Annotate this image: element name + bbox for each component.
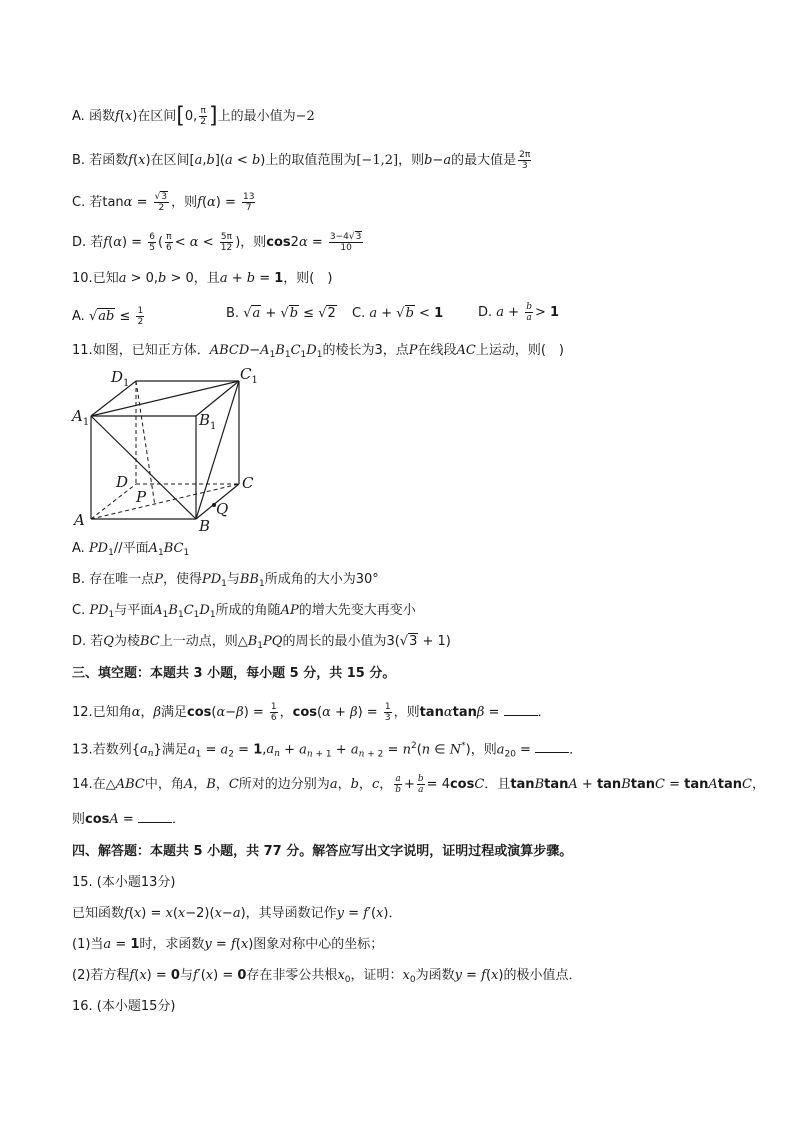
q9-option-d: D. 若f(α) = $\frac{6}{5}$ ( $\frac{\pi}{6}$ < α < $\frac{5\pi}{12}$ )，则cos2α = $\frac{3-4√3}{10}$	[72, 232, 362, 253]
q9-option-c: C. 若tanα = $\frac{√3}{2}$ ，则f(α) = $\frac{13}{7}$	[72, 192, 255, 213]
section-4-title: 四、解答题：本题共 5 小题，共 77 分。解答应写出文字说明，证明过程或演算步骤。	[72, 844, 573, 859]
q9-option-a: A. 函数f(x)在区间[0, $\frac{\pi}{2}$ ]上的最小值为−2	[72, 103, 315, 129]
label-c1: $C_1$	[240, 366, 258, 386]
q14-answer-blank	[138, 810, 172, 823]
q12: 12.已知角α，β满足cos(α−β) = $\frac{1}{6}$ ，cos(α + β) = $\frac{1}{3}$ ，则tanαtanβ = ．	[72, 702, 551, 723]
q15-part1: (1)当a = 1时，求函数y = f(x)图象对称中心的坐标；	[72, 937, 384, 952]
label-a: A	[74, 511, 85, 529]
q15-stem: 已知函数f(x) = x(x−2)(x−a)，其导函数记作y = f′(x)．	[72, 906, 402, 921]
q9-option-b: B. 若函数f(x)在区间[a,b](a < b)上的取值范围为[−1,2]，则b−a的最大值是 $\frac{2\pi}{3}$	[72, 150, 531, 171]
q15-part2: (2)若方程f(x) = 0与f′(x) = 0存在非零公共根$x_0$，证明：$x_0$为函数y = f(x)的极小值点．	[72, 968, 582, 985]
q11-stem: 11.如图，已知正方体．$ABCD-A_1B_1C_1D_1$的棱长为3，点P在线段AC上运动，则( )	[72, 343, 564, 360]
diag-c1b	[196, 381, 239, 519]
q14: 14.在△ABC中，角A，B，C所对的边分别为a，b，c， $\frac{a}{b}$ + $\frac{b}{a}$ = 4cosC．且tanBtanA + tanBtanC = tanAtanC，	[72, 774, 765, 795]
q12-answer-blank	[504, 703, 538, 716]
label-a1: $A_1$	[72, 407, 90, 428]
q13-answer-blank	[535, 740, 569, 753]
label-p: P	[136, 488, 147, 506]
label-d: D	[116, 473, 129, 491]
label-b1: $B_1$	[199, 411, 217, 432]
label-c: C	[242, 474, 254, 492]
label-d1: $D_1$	[111, 368, 130, 389]
q11-option-b: B. 存在唯一点P，使得$PD_1$与$BB_1$所成角的大小为30°	[72, 572, 379, 589]
q13: 13.若数列$\{a_n\}$满足$a_1 = a_2 = 1,a_n + a_{n + 1} + a_{n + 2} = n^2(n$ ∈ N*)，则$a_{20}$ = ．	[72, 741, 583, 760]
q11-option-a: A. $PD_1//$平面$A_1BC_1$	[72, 541, 190, 558]
label-b: B	[199, 517, 211, 535]
q11-option-c: C. $PD_1$与平面$A_1B_1C_1D_1$所成的角随AP的增大先变大再变小	[72, 603, 416, 620]
q10-stem: 10.已知a > 0,b > 0，且a + b = 1，则( )	[72, 271, 333, 286]
q15-header: 15. (本小题13分)	[72, 875, 176, 890]
q10-option-b: B. √a + √b ≤ √2	[226, 306, 336, 321]
label-q: Q	[216, 500, 229, 518]
q14-line2: 则cosA = ．	[72, 812, 185, 827]
q10-option-a: A. √ab ≤ $\frac{1}{2}$	[72, 306, 144, 327]
section-3-title: 三、填空题：本题共 3 小题，每小题 5 分，共 15 分。	[72, 666, 396, 681]
q16-header: 16. (本小题15分)	[72, 999, 176, 1014]
q10-option-d: D. a + $\frac{b}{a}$ > 1	[478, 302, 560, 323]
cube-figure	[66, 366, 266, 536]
q11-option-d: D. 若Q为棱BC上一动点，则$\triangle B_1PQ$的周长的最小值为3(√3 + 1)	[72, 634, 451, 651]
q10-option-c: C. a + √b < 1	[352, 306, 444, 321]
